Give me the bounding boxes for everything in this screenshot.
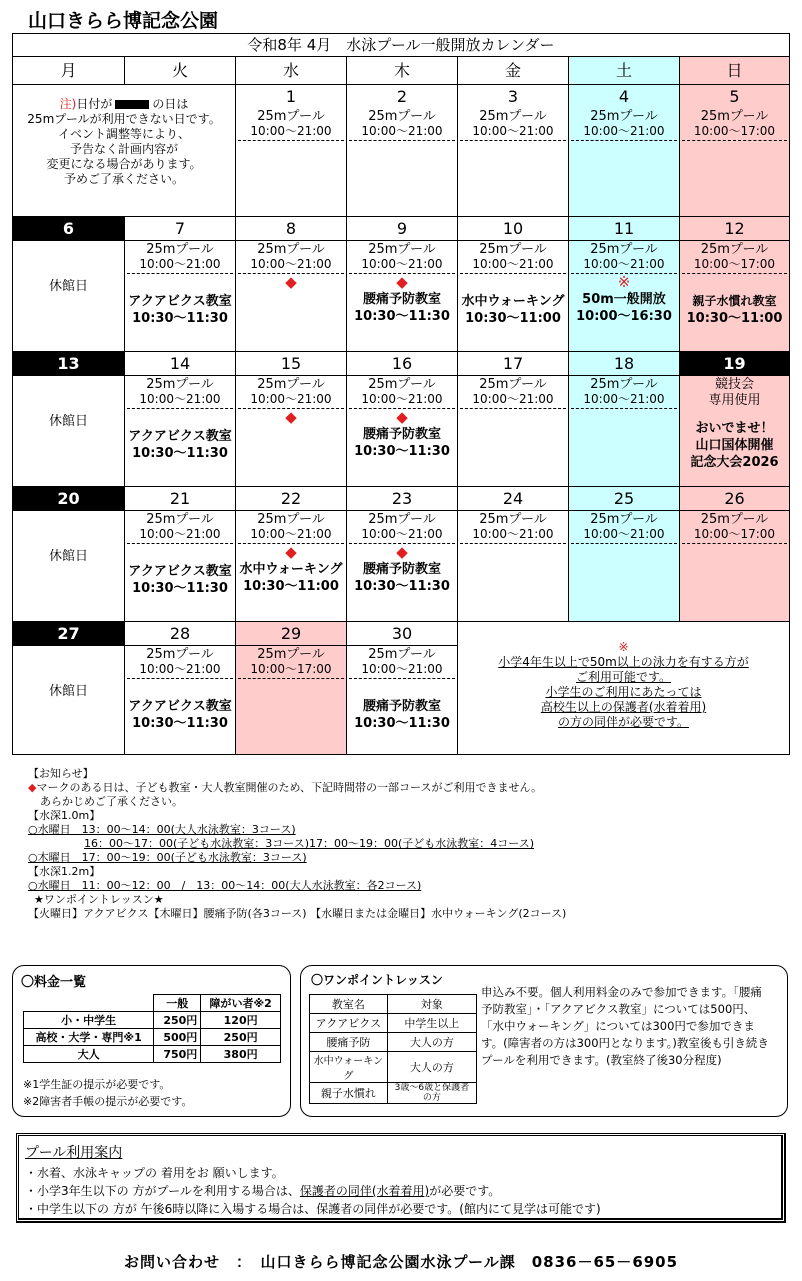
class-name: 親子水慣れ教室 xyxy=(692,294,777,308)
fee-header: 一般 xyxy=(154,995,201,1012)
pool-label: 25mプール xyxy=(479,377,547,392)
pool-time: 10:00～17:00 xyxy=(682,124,787,141)
class-time: 10:30～11:30 xyxy=(354,444,450,459)
day-number: 15 xyxy=(236,352,346,376)
ann-line: 16：00～17：00(子ども水泳教室：3コース)17：00～19：00(子ども水泳教室：4コース) xyxy=(84,837,535,850)
class-name: 腰痛予防教室 xyxy=(362,427,441,442)
class-time: 10:30～11:30 xyxy=(354,716,450,731)
note-text-a: 日付が xyxy=(76,97,113,111)
week-row-3 xyxy=(13,352,789,487)
pool-label: 25mプール xyxy=(146,647,214,662)
day-number: 16 xyxy=(347,352,457,376)
lesson-target: 中学生以上 xyxy=(387,1014,476,1033)
pool-label: 25mプール xyxy=(146,512,214,527)
pool-label: 25mプール xyxy=(479,109,547,124)
pool-time: 10:00～21:00 xyxy=(127,392,233,409)
pool-time: 10:00～21:00 xyxy=(349,527,455,544)
footnote-mark: ※ xyxy=(617,273,631,291)
pool-label: 25mプール xyxy=(368,647,436,662)
pool-time: 10:00～21:00 xyxy=(571,257,677,274)
event-line: 山口国体開催 xyxy=(695,438,774,453)
table-row xyxy=(310,1052,477,1083)
pool-label: 25mプール xyxy=(257,109,325,124)
day-number: 1 xyxy=(285,87,297,106)
pool-label: 25mプール xyxy=(146,377,214,392)
pool-time: 10:00～21:00 xyxy=(127,257,233,274)
lesson-target: 大人の方 xyxy=(387,1052,476,1083)
ann-depth: 【水深1.2m】 xyxy=(28,865,101,878)
day-number: 22 xyxy=(236,487,346,511)
day-number: 18 xyxy=(569,352,679,376)
pool-label: 25mプール xyxy=(590,512,658,527)
day-cell xyxy=(569,352,680,486)
day-cell xyxy=(13,217,125,351)
day-cell xyxy=(569,85,680,216)
contact-info: お問い合わせ ： 山口きらら博記念公園水泳プール課 0836－65－6905 xyxy=(123,1253,679,1271)
ann-line: あらかじめご了承ください。 xyxy=(40,795,183,808)
table-row xyxy=(24,1029,281,1046)
pool-label: 25mプール xyxy=(146,242,214,257)
day-number: 28 xyxy=(125,622,235,646)
dow-sat: 土 xyxy=(569,57,680,84)
dow-fri: 金 xyxy=(458,57,569,84)
day-number: 27 xyxy=(13,622,124,646)
usage-list xyxy=(25,1164,601,1218)
footnote-line: 小学4年生以上で50m以上の泳力を有する方が xyxy=(498,655,749,669)
usage-line: が必要です。 xyxy=(429,1184,501,1198)
day-number: 30 xyxy=(347,622,457,646)
footnote-cell xyxy=(458,622,789,754)
class-name: 水中ウォーキング xyxy=(239,562,343,577)
day-number: 23 xyxy=(347,487,457,511)
lesson-table xyxy=(309,994,477,1104)
dow-wed: 水 xyxy=(236,57,347,84)
day-number: 9 xyxy=(347,217,457,241)
pool-time: 10:00～21:00 xyxy=(349,662,455,679)
closed-label: 休館日 xyxy=(48,549,88,564)
day-number: 26 xyxy=(680,487,789,511)
day-cell xyxy=(458,217,569,351)
day-cell xyxy=(236,352,347,486)
day-cell xyxy=(458,487,569,621)
day-number: 21 xyxy=(125,487,235,511)
day-number: 13 xyxy=(13,352,124,376)
lesson-name: 親子水慣れ xyxy=(310,1083,388,1104)
pool-time: 10:00～17:00 xyxy=(682,257,787,274)
class-name: 腰痛予防教室 xyxy=(362,562,441,577)
class-time: 10:30～11:30 xyxy=(132,716,228,731)
class-time: 10:30～11:00 xyxy=(243,579,339,594)
note-line: 25mプールが利用できない日です。 xyxy=(27,112,221,126)
dolphin-icon: ◆ xyxy=(28,781,37,794)
day-number: 12 xyxy=(680,217,789,241)
fee-note: ※2障害者手帳の提示が必要です。 xyxy=(23,1095,193,1108)
pool-time: 10:00～21:00 xyxy=(349,392,455,409)
pool-label: 25mプール xyxy=(368,109,436,124)
lesson-name: 水中ウォーキング xyxy=(310,1052,388,1083)
day-cell xyxy=(236,622,347,754)
fee-notes xyxy=(23,1076,192,1110)
lesson-name: 腰痛予防 xyxy=(310,1033,388,1052)
pool-label: 25mプール xyxy=(590,242,658,257)
day-number: 5 xyxy=(729,87,740,106)
table-row xyxy=(310,1083,477,1104)
pool-label: 25mプール xyxy=(368,242,436,257)
ann-depth: 【水深1.0m】 xyxy=(28,809,101,822)
ann-line: マークのある日は、子ども教室・大人教室開催のため、下記時間帯の一部コースがご利用できません。 xyxy=(36,781,543,794)
pool-time: 10:00～17:00 xyxy=(238,662,344,679)
day-number: 19 xyxy=(680,352,789,376)
pool-time: 10:00～21:00 xyxy=(460,392,566,409)
fee-value: 250円 xyxy=(154,1012,201,1029)
day-number: 7 xyxy=(125,217,235,241)
lesson-target: 3歳～6歳と保護者の方 xyxy=(387,1083,476,1104)
pool-calendar xyxy=(12,33,790,755)
day-cell xyxy=(236,85,347,216)
lesson-header: 対象 xyxy=(387,995,476,1014)
pool-time: 10:00～21:00 xyxy=(127,662,233,679)
pool-time: 10:00～21:00 xyxy=(460,527,566,544)
event-line: 競技会 xyxy=(714,377,754,392)
day-number: 20 xyxy=(13,487,124,511)
note-line: イベント調整等により、 xyxy=(57,127,190,141)
dow-thu: 木 xyxy=(347,57,458,84)
dow-mon: 月 xyxy=(13,57,125,84)
pool-time: 10:00～21:00 xyxy=(349,124,455,141)
ann-line: ○木曜日 17：00～19：00(子ども水泳教室：3コース) xyxy=(28,851,307,864)
week-row-5 xyxy=(13,622,789,754)
usage-line: ・小学3年生以下の 方がプールを利用する場合は、 xyxy=(25,1184,300,1198)
class-name: アクアビクス教室 xyxy=(128,294,232,309)
day-cell xyxy=(680,85,789,216)
pool-label: 25mプール xyxy=(257,647,325,662)
day-number: 8 xyxy=(236,217,346,241)
weekday-header xyxy=(13,57,789,85)
class-time: 10:30～11:30 xyxy=(354,309,450,324)
footnote-line: 小学生のご利用にあたっては xyxy=(545,685,702,699)
fee-value: 120円 xyxy=(201,1012,281,1029)
class-name: アクアビクス教室 xyxy=(128,564,232,579)
day-number: 2 xyxy=(396,87,408,106)
pool-label: 25mプール xyxy=(700,242,769,257)
lesson-target: 大人の方 xyxy=(387,1033,476,1052)
pool-time: 10:00～21:00 xyxy=(571,124,677,141)
day-cell xyxy=(13,487,125,621)
fee-label: 大人 xyxy=(24,1046,154,1063)
lesson-box xyxy=(300,965,788,1117)
fee-note: ※1学生証の提示が必要です。 xyxy=(23,1078,171,1091)
note-text-b: の日は xyxy=(152,97,189,111)
closed-label: 休館日 xyxy=(48,279,88,294)
day-cell xyxy=(347,85,458,216)
pool-label: 25mプール xyxy=(700,109,769,124)
dolphin-icon: ◆ xyxy=(396,543,408,561)
event-line: おいでませ！ xyxy=(695,421,774,436)
day-cell xyxy=(458,85,569,216)
footnote-line: の方の同伴が必要です。 xyxy=(557,715,690,729)
ann-line: 【火曜日】アクアビクス【木曜日】腰痛予防(各3コース) 【水曜日または金曜日】水中ウォーキング(2コース) xyxy=(28,907,567,920)
footnote-line: ご利用可能です。 xyxy=(575,670,672,684)
class-name: 水中ウォーキング xyxy=(461,294,565,309)
day-cell xyxy=(13,352,125,486)
class-time: 10:30～11:30 xyxy=(132,311,228,326)
day-cell xyxy=(347,622,458,754)
day-cell xyxy=(458,352,569,486)
dolphin-icon: ◆ xyxy=(285,273,297,291)
week-row-4 xyxy=(13,487,789,622)
day-cell xyxy=(125,487,236,621)
pool-label: 25mプール xyxy=(368,377,436,392)
day-number: 10 xyxy=(458,217,568,241)
class-name: 50m一般開放 xyxy=(582,292,666,307)
closed-label: 休館日 xyxy=(48,414,88,429)
class-time: 10:30～11:30 xyxy=(132,581,228,596)
fee-box xyxy=(12,965,291,1117)
day-number: 6 xyxy=(13,217,124,241)
fee-header: 障がい者※2 xyxy=(201,995,281,1012)
dolphin-icon: ◆ xyxy=(396,273,408,291)
announcements xyxy=(28,767,566,921)
dolphin-icon: ◆ xyxy=(396,408,408,426)
day-cell xyxy=(347,487,458,621)
fee-value: 500円 xyxy=(154,1029,201,1046)
pool-label: 25mプール xyxy=(700,512,769,527)
lesson-title: 〇ワンポイントレッスン xyxy=(311,973,443,987)
note-line: 変更になる場合があります。 xyxy=(46,157,202,171)
class-time: 10:30～11:00 xyxy=(686,311,783,326)
pool-time: 10:00～21:00 xyxy=(238,527,344,544)
pool-label: 25mプール xyxy=(257,377,325,392)
class-name: アクアビクス教室 xyxy=(128,429,232,444)
pool-time: 10:00～21:00 xyxy=(127,527,233,544)
ann-line: ★ワンポイントレッスン★ xyxy=(34,893,164,906)
ann-heading: 【お知らせ】 xyxy=(28,767,94,780)
note-line: 予告なく計画内容が xyxy=(69,142,178,156)
class-time: 10:30～11:30 xyxy=(132,446,228,461)
lesson-description: 申込み不要。個人利用料金のみで参加できます。「腰痛予防教室」・「アクアビクス教室」については500円、「水中ウォーキング」については300円で参加できます。(障害者の方は300円となります。)教室後も引き続きプールを利用できます。(教室終了後30分程度) xyxy=(481,985,769,1067)
event-line: 専用使用 xyxy=(708,393,761,408)
pool-label: 25mプール xyxy=(257,242,325,257)
fee-label: 高校・大学・専門※1 xyxy=(24,1029,154,1046)
pool-time: 10:00～21:00 xyxy=(460,257,566,274)
fee-value: 750円 xyxy=(154,1046,201,1063)
pool-time: 10:00～21:00 xyxy=(571,392,677,409)
ann-line: ○水曜日 11：00～12：00 / 13：00～14：00(大人水泳教室：各2コース) xyxy=(28,879,422,892)
table-row xyxy=(310,1014,477,1033)
day-cell xyxy=(13,622,125,754)
pool-time: 10:00～21:00 xyxy=(460,124,566,141)
day-number: 25 xyxy=(569,487,679,511)
table-row xyxy=(24,1046,281,1063)
day-number: 17 xyxy=(458,352,568,376)
organization-title: 山口きらら博記念公園 xyxy=(28,10,219,32)
fee-table xyxy=(23,994,281,1063)
day-cell xyxy=(569,217,680,351)
class-time: 10:30～11:30 xyxy=(354,579,450,594)
day-cell xyxy=(680,487,789,621)
footnote-line: 高校生以上の保護者(水着着用) xyxy=(540,700,707,714)
fee-title: 〇料金一覧 xyxy=(21,975,87,990)
day-cell xyxy=(125,352,236,486)
pool-time: 10:00～21:00 xyxy=(238,257,344,274)
pool-label: 25mプール xyxy=(590,377,658,392)
class-name: 腰痛予防教室 xyxy=(362,292,441,307)
day-number: 4 xyxy=(618,87,630,106)
class-time: 10:00～16:30 xyxy=(576,309,672,324)
dow-sun: 日 xyxy=(680,57,789,84)
day-cell xyxy=(236,217,347,351)
pool-time: 10:00～21:00 xyxy=(238,392,344,409)
pool-time: 10:00～17:00 xyxy=(682,527,787,544)
day-cell xyxy=(125,622,236,754)
table-row xyxy=(310,1033,477,1052)
pool-label: 25mプール xyxy=(257,512,325,527)
fee-label: 小・中学生 xyxy=(24,1012,154,1029)
note-mark: 注) xyxy=(59,97,77,111)
day-cell xyxy=(236,487,347,621)
day-cell xyxy=(680,217,789,351)
day-number: 3 xyxy=(507,87,519,106)
footnote-mark: ※ xyxy=(618,640,629,654)
week-row-1 xyxy=(13,85,789,217)
dolphin-icon: ◆ xyxy=(285,408,297,426)
dolphin-icon: ◆ xyxy=(285,543,297,561)
day-number: 29 xyxy=(236,622,346,646)
usage-line: ・中学生以下の 方が 午後6時以降に入場する場合は、保護者の同伴が必要です。(館内にて見学は可能です) xyxy=(25,1202,601,1216)
pool-label: 25mプール xyxy=(368,512,436,527)
closed-label: 休館日 xyxy=(48,684,88,699)
class-name: 腰痛予防教室 xyxy=(362,699,441,714)
usage-line-emphasis: 保護者の同伴(水着着用) xyxy=(299,1184,430,1198)
note-line: 予めご了承ください。 xyxy=(63,172,184,186)
pool-time: 10:00～21:00 xyxy=(571,527,677,544)
day-number: 24 xyxy=(458,487,568,511)
class-name: アクアビクス教室 xyxy=(128,699,232,714)
ann-line: ○水曜日 13：00～14：00(大人水泳教室：3コース) xyxy=(28,823,296,836)
week-row-2 xyxy=(13,217,789,352)
lesson-name: アクアビクス xyxy=(310,1014,388,1033)
day-cell xyxy=(680,352,789,486)
pool-time: 10:00～21:00 xyxy=(238,124,344,141)
day-cell xyxy=(347,352,458,486)
calendar-title: 令和8年 4月 水泳プール一般開放カレンダー xyxy=(13,34,789,57)
pool-label: 25mプール xyxy=(479,242,547,257)
fee-value: 380円 xyxy=(201,1046,281,1063)
day-number: 14 xyxy=(125,352,235,376)
pool-label: 25mプール xyxy=(479,512,547,527)
fee-value: 250円 xyxy=(201,1029,281,1046)
class-time: 10:30～11:00 xyxy=(465,311,561,326)
pool-time: 10:00～21:00 xyxy=(349,257,455,274)
event-line: 記念大会2026 xyxy=(690,455,779,470)
pool-label: 25mプール xyxy=(590,109,658,124)
dow-tue: 火 xyxy=(125,57,236,84)
usage-title: プール利用案内 xyxy=(25,1145,123,1161)
day-cell xyxy=(125,217,236,351)
day-cell xyxy=(347,217,458,351)
calendar-note xyxy=(13,85,236,216)
lesson-header: 教室名 xyxy=(310,995,388,1014)
day-number: 11 xyxy=(569,217,679,241)
usage-line: ・水着、水泳キャップの 着用をお 願いします。 xyxy=(25,1166,284,1180)
usage-box xyxy=(16,1133,786,1223)
table-row xyxy=(24,1012,281,1029)
black-date-sample xyxy=(115,100,149,109)
day-cell xyxy=(569,487,680,621)
